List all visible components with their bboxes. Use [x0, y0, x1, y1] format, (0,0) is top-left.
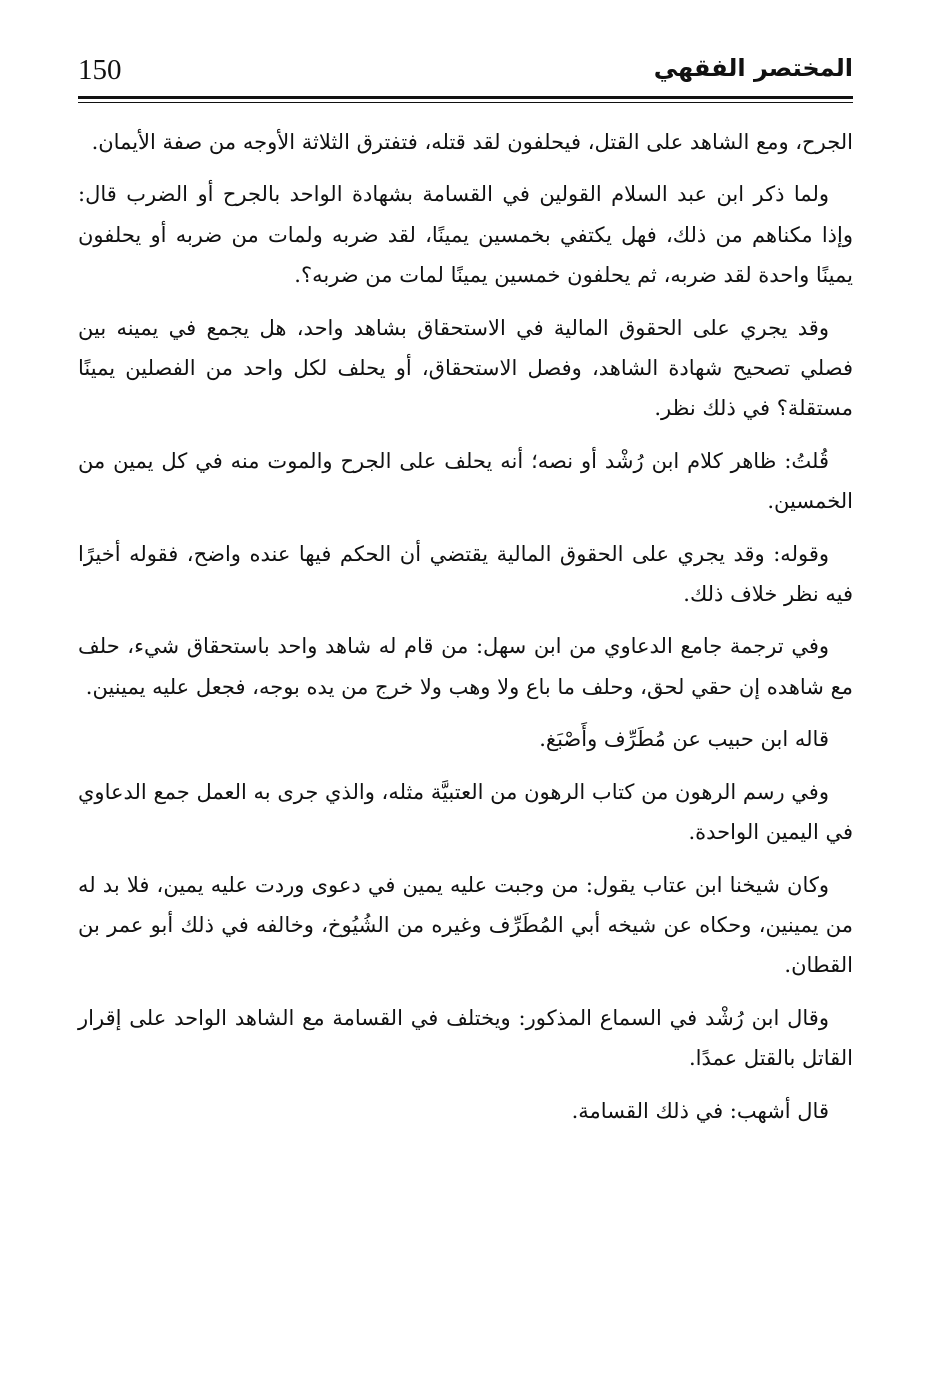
book-page — [78, 50, 853, 1143]
book-title: المختصر الفقهي — [653, 54, 853, 82]
paragraph: وقوله: وقد يجري على الحقوق المالية يقتضي أن الحكم فيها عنده واضح، فقوله أخيرًا فيه نظر خلاف ذلك. — [78, 541, 853, 607]
paragraph: قال أشهب: في ذلك القسامة. — [571, 1098, 829, 1123]
header-rule-thick — [78, 96, 853, 99]
paragraph: قاله ابن حبيب عن مُطَرِّف وأَصْبَغ. — [539, 727, 829, 752]
paragraph: وقال ابن رُشْد في السماع المذكور: ويختلف في القسامة مع الشاهد الواحد على إقرار القاتل بالقتل عمدًا. — [78, 1005, 853, 1071]
page-body — [78, 122, 853, 1131]
paragraph: وفي رسم الرهون من كتاب الرهون من العتبيَّة مثله، والذي جرى به العمل جمع الدعاوي في اليمين الواحدة. — [78, 779, 853, 845]
header-rule-thin — [78, 102, 853, 103]
paragraph: وقد يجري على الحقوق المالية في الاستحقاق بشاهد واحد، هل يجمع في يمينه بين فصلي تصحيح شهادة الشاهد، وفصل الاستحقاق، أو يحلف لكل واحد من الفصلين يمينًا مستقلة؟ في ذلك نظر. — [78, 315, 853, 421]
paragraph: الجرح، ومع الشاهد على القتل، فيحلفون لقد قتله، فتفترق الثلاثة الأوجه من صفة الأيمان. — [91, 130, 853, 154]
page-number: 150 — [78, 54, 122, 86]
paragraph: قُلتُ: ظاهر كلام ابن رُشْد أو نصه؛ أنه يحلف على الجرح والموت منه في كل يمين من الخمسين. — [78, 448, 853, 514]
paragraph: وفي ترجمة جامع الدعاوي من ابن سهل: من قام له شاهد واحد باستحقاق شيء، حلف مع شاهده إن حقي لحق، وحلف ما باع ولا وهب ولا خرج من يده بوجه، فجعل عليه يمينين. — [78, 634, 853, 699]
paragraph: ولما ذكر ابن عبد السلام القولين في القسامة بشهادة الواحد بالجرح أو الضرب قال: وإذا مكناهم من ذلك، فهل يكتفي بخمسين يمينًا، لقد ضربه ولمات من ضربه أو يحلفون يمينًا واحدة لقد ضربه، ثم يحلفون خمسين يمينًا لمات من ضربه؟. — [78, 182, 853, 288]
page-header — [78, 50, 853, 100]
paragraph: وكان شيخنا ابن عتاب يقول: من وجبت عليه يمين في دعوى وردت عليه يمين، فلا بد له من يمينين، وحكاه عن شيخه أبي المُطَرِّف وغيره من الشُيُوخ، وخالفه في ذلك أبو عمر بن القطان. — [78, 872, 853, 978]
